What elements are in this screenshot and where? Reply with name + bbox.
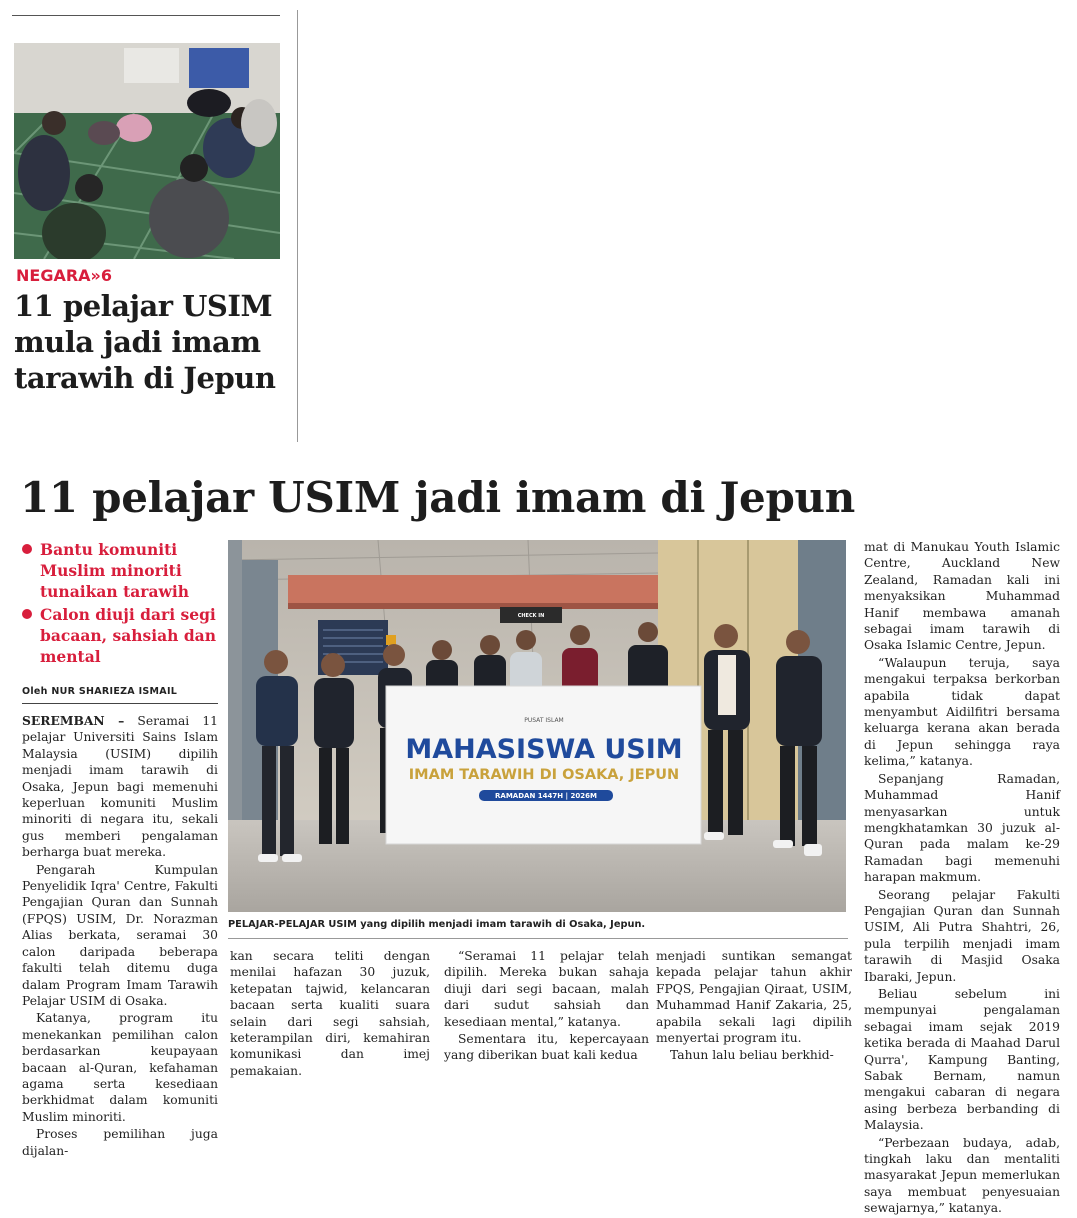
paragraph: Pengarah Kumpulan Penyelidik Iqra' Centre, Fakulti Pengajian Quran dan Sunnah (FPQS) USIM, Dr. Norazman Alias berkata, seramai 30 calon daripada beberapa fakulti telah ditemu duga dalam Program Imam Tarawih Pelajar USIM di Osaka. bbox=[22, 862, 218, 1008]
paragraph: Katanya, program itu menekankan pemilihan calon berdasarkan keupayaan bacaan al-Quran, kefahaman agama serta kesediaan berkhidmat dalam komuniti Muslim minoriti. bbox=[22, 1011, 218, 1124]
divider bbox=[297, 10, 298, 442]
bullet-icon bbox=[22, 609, 32, 619]
bullet-icon bbox=[22, 544, 32, 554]
paragraph: “Seramai 11 pelajar telah dipilih. Mereka bukan sahaja diuji dari segi bacaan, malah dari sudut sahsiah dan kesediaan mental,” katanya. bbox=[444, 949, 649, 1029]
paragraph: mat di Manukau Youth Islamic Centre, Auckland New Zealand, Ramadan kali ini menyaksikan Muhammad Hanif membawa amanah sebagai imam tarawih di Osaka Islamic Centre, Jepun. bbox=[864, 540, 1060, 653]
paragraph: “Perbezaan budaya, adab, tingkah laku dan mentaliti masyarakat Jepun memerlukan saya membuat penyesuaian sewajarnya,” katanya. bbox=[864, 1135, 1060, 1216]
teaser-box[interactable] bbox=[10, 10, 300, 442]
paragraph: Proses pemilihan juga dijalan- bbox=[22, 1127, 218, 1158]
banner-title: MAHASISWA USIM bbox=[405, 734, 683, 765]
dateline: SEREMBAN – bbox=[22, 713, 125, 728]
article-headline: 11 pelajar USIM jadi imam di Jepun bbox=[20, 473, 856, 522]
divider bbox=[228, 938, 848, 939]
teaser-kicker bbox=[16, 266, 112, 285]
banner bbox=[386, 686, 701, 844]
paragraph: Sementara itu, kepercayaan yang diberikan buat kali kedua bbox=[444, 1032, 649, 1063]
byline: Oleh NUR SHARIEZA ISMAIL bbox=[22, 686, 178, 697]
banner-subtitle: IMAM TARAWIH DI OSAKA, JEPUN bbox=[408, 767, 680, 783]
divider bbox=[12, 15, 280, 16]
main-photo bbox=[228, 540, 846, 912]
paragraph: Beliau sebelum ini mempunyai pengalaman sebagai imam sejak 2019 ketika berada di Maahad Darul Qurra', Kampung Banting, Sabak Bernam, namun mengakui cabaran di negara asing berbeza berbanding di Malaysia. bbox=[864, 986, 1060, 1133]
page-reference: »6 bbox=[90, 266, 113, 285]
paragraph-text: Seramai 11 pelajar Universiti Sains Islam Malaysia (USIM) dipilih menjadi imam tarawih di Osaka, Jepun bagi memenuhi keperluan komuniti Muslim minoriti di negara itu, sekali gus memberi pengalaman berharga buat mereka. bbox=[22, 714, 218, 860]
paragraph: Tahun lalu beliau berkhid- bbox=[670, 1048, 834, 1063]
highlight-text: Calon diuji dari segi bacaan, sahsiah dan mental bbox=[40, 605, 216, 666]
divider bbox=[22, 703, 218, 704]
photo-caption: PELAJAR-PELAJAR USIM yang dipilih menjadi imam tarawih di Osaka, Jepun. bbox=[228, 919, 646, 930]
paragraph: kan secara teliti dengan menilai hafazan 30 juzuk, ketepatan tajwid, kelancaran bacaan serta kualiti suara selain dari segi sahsiah, keterampilan diri, kemahiran komunikasi dan imej pemakaian. bbox=[230, 949, 430, 1078]
text-column-4 bbox=[656, 948, 852, 1065]
highlight-item bbox=[22, 539, 222, 602]
highlights-list bbox=[22, 539, 222, 669]
paragraph: menjadi suntikan semangat kepada pelajar tahun akhir FPQS, Pengajian Qiraat, USIM, Muhammad Hanif Zakaria, 25, apabila sekali lagi dipilih menyertai program itu. bbox=[656, 949, 852, 1046]
teaser-photo bbox=[14, 43, 280, 259]
highlight-text: Bantu komuniti Muslim minoriti tunaikan tarawih bbox=[40, 540, 189, 601]
banner-date: RAMADAN 1447H | 2026M bbox=[495, 792, 597, 800]
svg-text:CHECK IN: CHECK IN bbox=[517, 613, 545, 619]
text-column-3 bbox=[444, 948, 649, 1065]
paragraph: “Walaupun teruja, saya mengakui terpaksa berkorban apabila tidak dapat menyambut Aidilfitri bersama keluarga kerana akan berada di Jepun sehingga raya kelima,” katanya. bbox=[864, 655, 1060, 769]
paragraph: Sepanjang Ramadan, Muhammad Hanif menyasarkan untuk mengkhatamkan 30 juzuk al-Quran pada malam ke-29 Ramadan bagi memenuhi harapan makmum. bbox=[864, 771, 1060, 885]
paragraph bbox=[22, 713, 218, 861]
section-label: NEGARA bbox=[16, 266, 91, 285]
paragraph: Seorang pelajar Fakulti Pengajian Quran dan Sunnah USIM, Ali Putra Shahtri, 26, pula terpilih menjadi imam tarawih di Masjid Osaka Ibaraki, Jepun. bbox=[864, 887, 1060, 984]
banner-logo: PUSAT ISLAM bbox=[524, 717, 564, 724]
highlight-item bbox=[22, 604, 222, 667]
text-column-5 bbox=[864, 539, 1060, 1218]
text-column-2 bbox=[230, 948, 430, 1080]
text-column-1 bbox=[22, 713, 218, 1160]
teaser-title[interactable]: 11 pelajar USIM mula jadi imam tarawih di Jepun bbox=[14, 289, 276, 395]
